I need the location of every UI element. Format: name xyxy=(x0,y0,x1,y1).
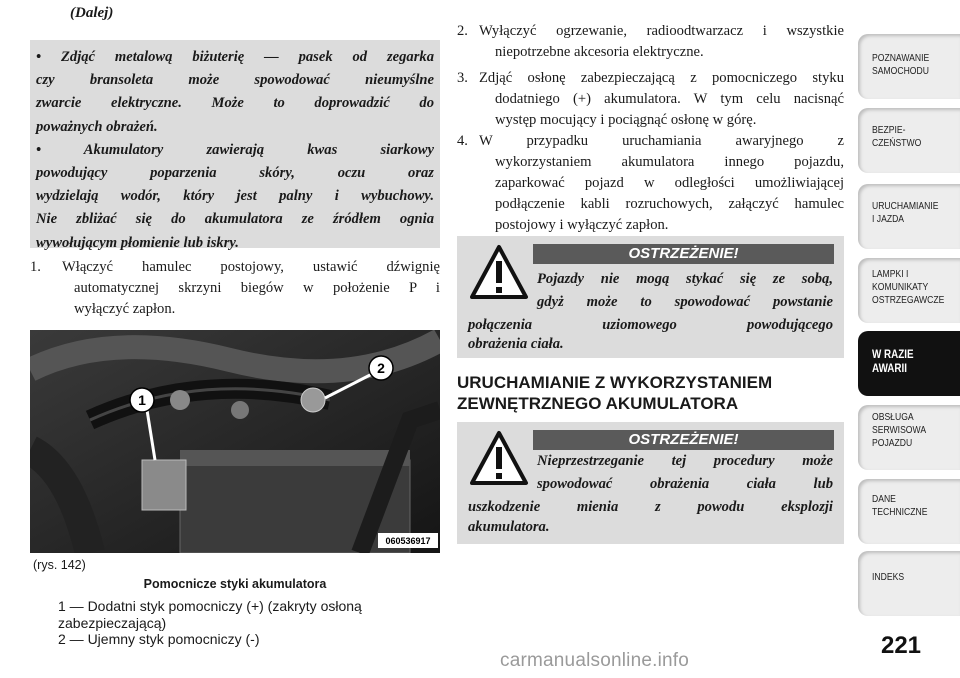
tab-label: INDEKS xyxy=(872,571,905,583)
svg-text:2: 2 xyxy=(377,360,385,376)
page-number: 221 xyxy=(880,632,922,659)
step-line: występ mocujący i pociągnąć osłonę w górę. xyxy=(495,112,757,128)
figure-legend-2: 2 — Ujemny styk pomocniczy (-) xyxy=(58,631,260,647)
step-line: zaparkować pojazd w odległości umożliwiającej xyxy=(495,175,844,191)
tab-label: TECHNICZNE xyxy=(872,506,928,518)
step-number: 3. xyxy=(457,70,468,86)
warning-box-vehicles-contact xyxy=(457,236,844,358)
step-line: podłączenie kabli rozruchowych, załączyć hamulec xyxy=(495,196,844,212)
step-2 xyxy=(457,21,844,65)
step-line: Wyłączyć ogrzewanie, radioodtwarzacz i wszystkie xyxy=(479,23,844,39)
tab-label: I JAZDA xyxy=(872,213,905,225)
step-line: automatycznej skrzyni biegów w położenie P i xyxy=(74,280,440,296)
step-line: wykorzystaniem akumulatora innego pojazdu, xyxy=(495,154,844,170)
warning-title: OSTRZEŻENIE! xyxy=(533,430,834,450)
step-line: Zdjąć osłonę zabezpieczającą z pomocniczego styku xyxy=(479,70,844,86)
step-number: 2. xyxy=(457,23,468,39)
warning-triangle-icon xyxy=(469,430,529,486)
tab-obsluga-serwisowa[interactable] xyxy=(858,405,960,470)
tab-label: CZEŃSTWO xyxy=(872,137,922,149)
marker-2 xyxy=(369,356,393,380)
tab-poznawanie-samochodu[interactable] xyxy=(858,34,960,99)
step-number: 1. xyxy=(30,259,41,275)
warning-line: powodujący poparzenia skóry, oczu oraz xyxy=(36,165,434,182)
figure-legend-1: 1 — Dodatni styk pomocniczy (+) (zakryty osłoną zabezpieczającą) xyxy=(58,598,362,631)
warning-line: uszkodzenie mienia z powodu eksplozji xyxy=(468,499,833,515)
tab-label: AWARII xyxy=(872,361,907,375)
tab-label: BEZPIE- xyxy=(872,124,906,136)
warning-line: wywołującym płomienie lub iskry. xyxy=(36,234,239,251)
tab-label: DANE xyxy=(872,493,896,505)
warning-line: Nieprzestrzeganie tej procedury może xyxy=(537,453,833,469)
step-line: postojowy i wyłączyć zapłon. xyxy=(495,217,669,233)
tab-bezpieczenstwo[interactable] xyxy=(858,108,960,173)
tab-label: W RAZIE xyxy=(872,347,914,361)
section-title-line: URUCHAMIANIE Z WYKORZYSTANIEM xyxy=(457,373,773,392)
tab-label: OBSŁUGA xyxy=(872,411,914,423)
continued-label: (Dalej) xyxy=(70,5,114,21)
warning-box xyxy=(30,40,440,251)
warning-line: wydzielają wodór, który jest palny i wybuchowy. xyxy=(36,188,434,205)
step-line: wyłączyć zapłon. xyxy=(74,301,176,317)
warning-line: spowodować obrażenia ciała lub xyxy=(537,476,833,492)
tab-label: SERWISOWA xyxy=(872,424,927,436)
tab-w-razie-awarii[interactable] xyxy=(858,331,960,396)
svg-text:1: 1 xyxy=(138,392,146,408)
warning-line: • Akumulatory zawierają kwas siarkowy xyxy=(36,141,434,158)
tab-label: SAMOCHODU xyxy=(872,65,929,77)
tab-label: KOMUNIKATY xyxy=(872,281,929,293)
tab-label: POZNAWANIE xyxy=(872,52,930,64)
warning-line: zwarcie elektryczne. Może to doprowadzić do xyxy=(36,95,434,112)
figure-label: (rys. 142) xyxy=(33,558,86,572)
step-line: W przypadku uruchamiania awaryjnego z xyxy=(479,133,844,149)
marker-1 xyxy=(130,388,154,412)
step-4 xyxy=(457,131,844,239)
warning-line: obrażenia ciała. xyxy=(468,336,564,352)
warning-box-procedure xyxy=(457,422,844,544)
warning-line: akumulatora. xyxy=(468,519,550,535)
watermark: carmanualsonline.info xyxy=(500,650,690,671)
tab-uruchamianie-i-jazda[interactable] xyxy=(858,184,960,249)
warning-line: połączenia uziomowego powodującego xyxy=(468,317,833,333)
tab-lampki-i-komunikaty[interactable] xyxy=(858,258,960,323)
tab-label: POJAZDU xyxy=(872,437,913,449)
step-1 xyxy=(30,257,440,323)
section-title-line: ZEWNĘTRZNEGO AKUMULATORA xyxy=(457,394,739,413)
step-line: dodatniego (+) akumulatora. W tym celu nacisnąć xyxy=(495,91,844,107)
section-title xyxy=(457,372,847,414)
battery-photo xyxy=(30,330,440,553)
tab-label: URUCHAMIANIE xyxy=(872,200,939,212)
tab-label: OSTRZEGAWCZE xyxy=(872,294,945,306)
step-3 xyxy=(457,68,844,134)
tab-indeks[interactable] xyxy=(858,551,960,616)
tab-label: LAMPKI I xyxy=(872,268,909,280)
warning-line: Nie zbliżać się do akumulatora ze źródłem ognia xyxy=(36,211,434,228)
figure-code: 060536917 xyxy=(385,536,431,546)
step-line: Włączyć hamulec postojowy, ustawić dźwignię xyxy=(62,259,440,275)
warning-triangle-icon xyxy=(469,244,529,300)
warning-line: gdyż może to spowodować powstanie xyxy=(537,294,833,310)
engine-bay-illustration xyxy=(30,330,440,553)
figure-caption: Pomocnicze styki akumulatora xyxy=(143,577,327,591)
warning-line: • Zdjąć metalową biżuterię — pasek od zegarka xyxy=(36,49,434,65)
warning-line: Pojazdy nie mogą stykać się ze sobą, xyxy=(537,271,833,287)
tab-dane-techniczne[interactable] xyxy=(858,479,960,544)
warning-line: poważnych obrażeń. xyxy=(36,118,158,135)
step-number: 4. xyxy=(457,133,468,149)
warning-title: OSTRZEŻENIE! xyxy=(533,244,834,264)
warning-line: czy bransoleta może spowodować nieumyślne xyxy=(36,72,434,89)
step-line: niepotrzebne akcesoria elektryczne. xyxy=(495,44,704,60)
